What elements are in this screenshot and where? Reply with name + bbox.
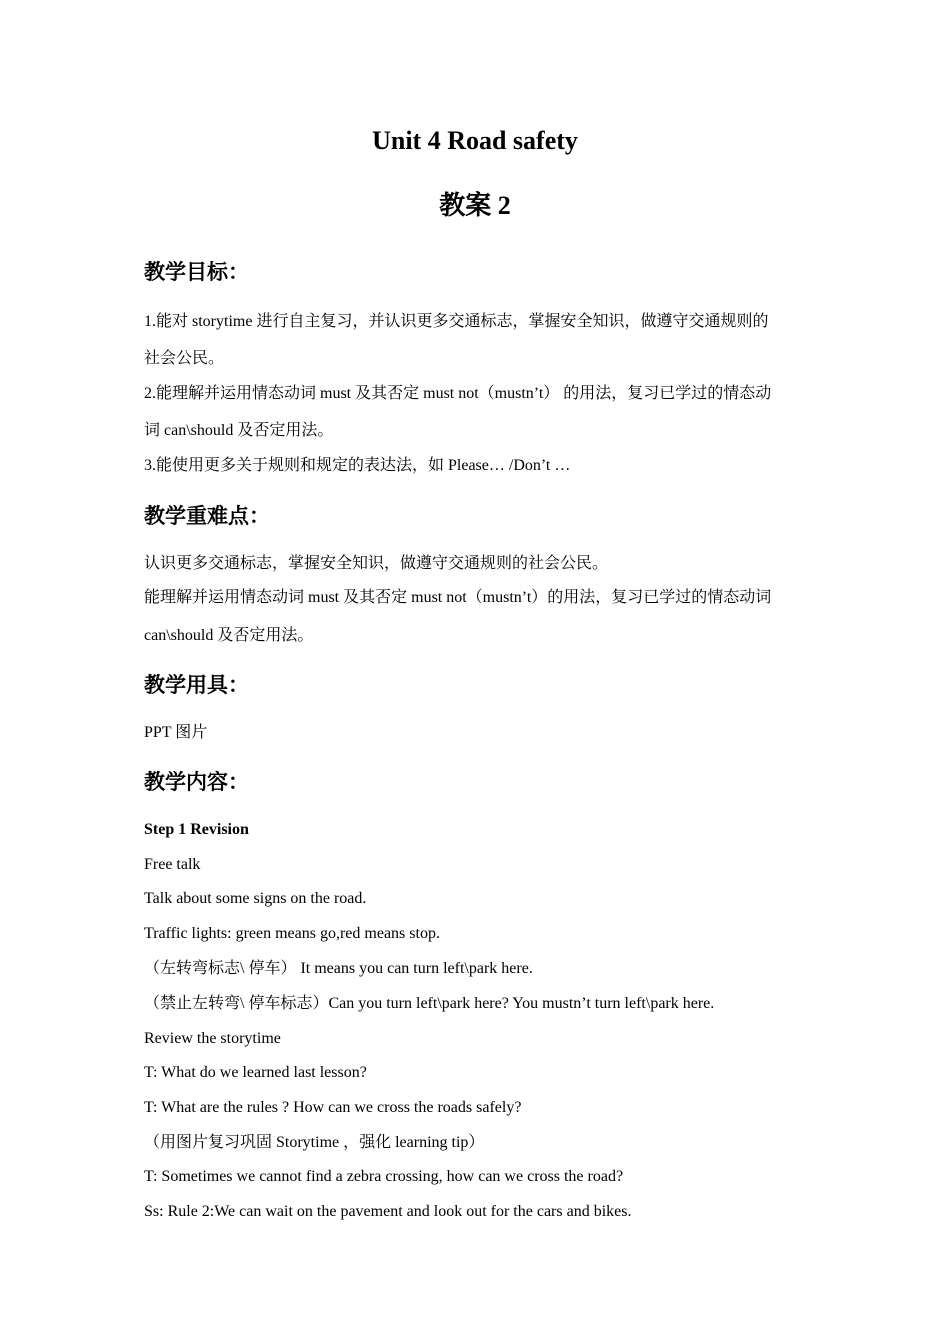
content-line: T: What are the rules ? How can we cross the roads safely? — [144, 1099, 522, 1116]
content-line: T: What do we learned last lesson? — [144, 1064, 367, 1081]
document-subtitle: 教案 2 — [439, 191, 511, 220]
content-line: （左转弯标志\ 停车） It means you can turn left\park here. — [144, 960, 533, 977]
tools-line: PPT 图片 — [144, 724, 208, 741]
document-title: Unit 4 Road safety — [372, 126, 578, 155]
section-heading-tools: 教学用具： — [144, 673, 249, 697]
content-line: T: Sometimes we cannot find a zebra crossing, how can we cross the road? — [144, 1168, 624, 1185]
content-line: Talk about some signs on the road. — [144, 890, 367, 907]
section-heading-objectives: 教学目标： — [144, 260, 249, 284]
content-line: Ss: Rule 2:We can wait on the pavement and look out for the cars and bikes. — [144, 1203, 632, 1220]
step-heading: Step 1 Revision — [144, 821, 249, 838]
objective-line: 词 can\should 及否定用法。 — [144, 422, 334, 439]
content-line: （用图片复习巩固 Storytime ，强化 learning tip） — [144, 1134, 485, 1151]
objective-line: 1.能对 storytime 进行自主复习，并认识更多交通标志，掌握安全知识，做遵守交通规则的 — [144, 313, 769, 330]
content-line: Traffic lights: green means go,red means stop. — [144, 925, 440, 942]
objective-line: 社会公民。 — [144, 350, 225, 367]
key-point-line: can\should 及否定用法。 — [144, 627, 314, 644]
key-point-line: 能理解并运用情态动词 must 及其否定 must not（mustn’t）的用法，复习已学过的情态动词 — [144, 589, 772, 606]
objective-line: 3.能使用更多关于规则和规定的表达法，如 Please… /Don’t … — [144, 457, 571, 474]
content-line: Review the storytime — [144, 1030, 281, 1047]
objective-line: 2.能理解并运用情态动词 must 及其否定 must not（mustn’t） 的用法，复习已学过的情态动 — [144, 385, 772, 402]
section-heading-key-points: 教学重难点： — [144, 504, 270, 528]
key-point-line: 认识更多交通标志，掌握安全知识，做遵守交通规则的社会公民。 — [144, 555, 609, 572]
content-line: Free talk — [144, 856, 201, 873]
section-heading-content: 教学内容： — [144, 770, 249, 794]
content-line: （禁止左转弯\ 停车标志）Can you turn left\park here? You mustn’t turn left\park here. — [144, 995, 715, 1012]
